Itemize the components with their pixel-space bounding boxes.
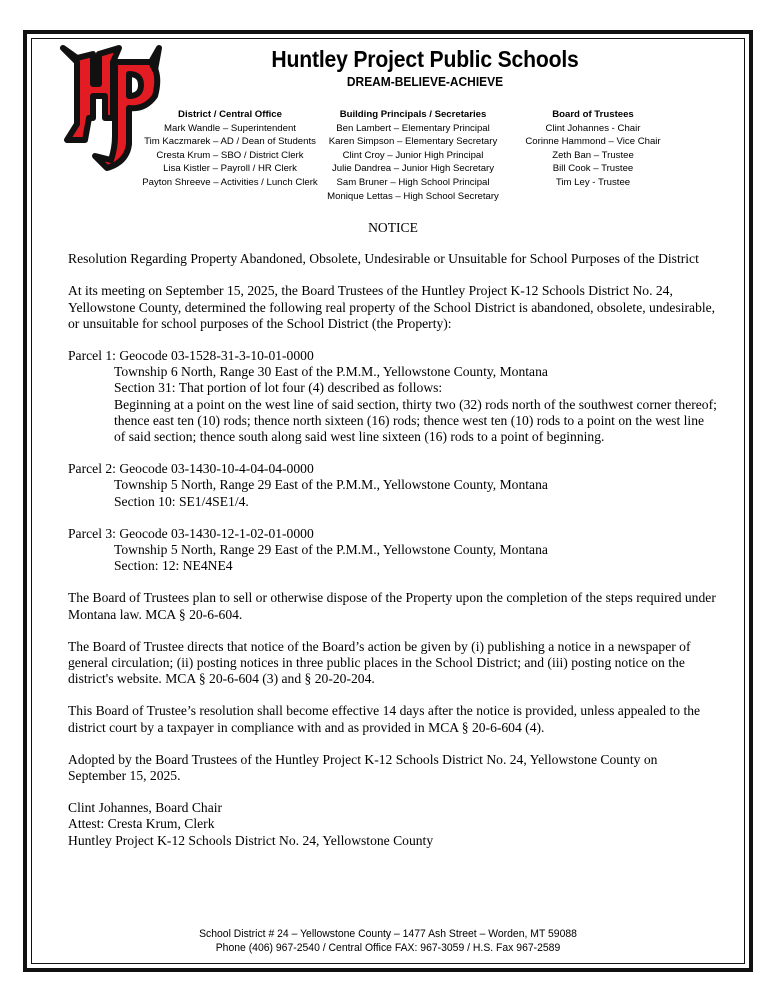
staff-entry: Clint Croy – Junior High Principal — [342, 149, 484, 161]
staff-entry: Zeth Ban – Trustee — [552, 149, 634, 161]
staff-entry: Monique Lettas – High School Secretary — [327, 190, 499, 202]
signature-block — [68, 800, 718, 849]
parcel-3 — [68, 526, 718, 575]
notice-intro: At its meeting on September 15, 2025, the Board Trustees of the Huntley Project K-12 Schools District No. 24, Yellowstone County, determined the following real property of the School District is abandoned, obsolete, undesirable, or unsuitable for school purposes of the School District (the Property): — [68, 283, 716, 331]
parcel-line: Beginning at a point on the west line of said section, thirty two (32) rods north of the southwest corner thereof; thence east ten (10) rods; thence north sixteen (16) rods; thence west ten (10) rods to a point on the west line of said section; thence south along said west line sixteen (16) rods to a point of beginning. — [114, 396, 717, 445]
parcel-line: Township 5 North, Range 29 East of the P.M.M., Yellowstone County, Montana — [114, 542, 548, 558]
footer-address: School District # 24 – Yellowstone County – 1477 Ash Street – Worden, MT 59088 — [199, 928, 577, 940]
staff-entry: Julie Dandrea – Junior High Secretary — [331, 163, 495, 175]
district-office-heading: District / Central Office — [178, 109, 282, 120]
board-of-trustees-list — [503, 108, 683, 190]
parcel-line: Township 5 North, Range 29 East of the P.M.M., Yellowstone County, Montana — [114, 477, 548, 493]
parcel-2 — [68, 461, 718, 510]
parcel-label: Parcel 3: Geocode 03-1430-12-1-02-01-0000 — [68, 525, 314, 541]
board-of-trustees-heading: Board of Trustees — [552, 109, 634, 120]
staff-entry: Cresta Krum – SBO / District Clerk — [156, 149, 304, 161]
parcel-1 — [68, 348, 718, 445]
notice-title: NOTICE — [368, 220, 418, 235]
notice-body — [68, 220, 718, 865]
parcel-line: Section 10: SE1/4SE1/4. — [114, 493, 249, 509]
staff-entry: Tim Ley - Trustee — [555, 176, 631, 188]
page-footer — [83, 927, 693, 955]
notice-directs: The Board of Trustee directs that notice of the Board’s action be given by (i) publishing a notice in a newspaper of general circulation; (ii) posting notices in three public places in the School District; and (iii) posting notice on the district's website. MCA § 20-6-604 (3) and § 20-20-204. — [68, 638, 691, 687]
signature-line: Attest: Cresta Krum, Clerk — [68, 816, 215, 832]
parcel-label: Parcel 2: Geocode 03-1430-10-4-04-04-0000 — [68, 461, 314, 477]
parcel-line: Section: 12: NE4NE4 — [114, 558, 233, 574]
building-principals-list — [323, 108, 503, 203]
staff-entry: Karen Simpson – Elementary Secretary — [328, 136, 498, 148]
staff-entry: Lisa Kistler – Payroll / HR Clerk — [163, 163, 297, 175]
parcel-line: Section 31: That portion of lot four (4) described as follows: — [114, 380, 443, 396]
district-office-list — [140, 108, 320, 190]
signature-line: Huntley Project K-12 Schools District No. 24, Yellowstone County — [68, 832, 434, 848]
building-principals-heading: Building Principals / Secretaries — [339, 109, 487, 120]
staff-entry: Bill Cook – Trustee — [552, 163, 634, 175]
footer-phone: Phone (406) 967-2540 / Central Office FAX: 967-3059 / H.S. Fax 967-2589 — [215, 942, 561, 954]
staff-entry: Payton Shreeve – Activities / Lunch Clerk — [142, 176, 318, 188]
staff-entry: Corinne Hammond – Vice Chair — [525, 136, 661, 148]
staff-entry: Clint Johannes - Chair — [545, 122, 641, 134]
school-motto: DREAM-BELIEVE-ACHIEVE — [346, 74, 504, 89]
signature-line: Clint Johannes, Board Chair — [68, 800, 223, 816]
staff-entry: Tim Kaczmarek – AD / Dean of Students — [144, 136, 316, 148]
staff-entry: Mark Wandle – Superintendent — [164, 122, 296, 134]
staff-entry: Ben Lambert – Elementary Principal — [336, 122, 490, 134]
notice-plan: The Board of Trustees plan to sell or otherwise dispose of the Property upon the completion of the steps required under Montana law. MCA § 20-6-604. — [68, 590, 716, 622]
school-name: Huntley Project Public Schools — [271, 46, 579, 72]
notice-adopted: Adopted by the Board Trustees of the Huntley Project K-12 Schools District No. 24, Yellowstone County on September 15, 2025. — [68, 751, 658, 784]
parcel-label: Parcel 1: Geocode 03-1528-31-3-10-01-0000 — [68, 348, 314, 364]
notice-effective: This Board of Trustee’s resolution shall become effective 14 days after the notice is provided, unless appealed to the district court by a taxpayer in compliance with and as provided in MCA § 20-6-604 (4). — [68, 703, 701, 735]
staff-entry: Sam Bruner – High School Principal — [336, 176, 490, 188]
notice-heading: Resolution Regarding Property Abandoned, Obsolete, Undesirable or Unsuitable for School Purposes of the District — [68, 251, 699, 267]
parcel-line: Township 6 North, Range 30 East of the P.M.M., Yellowstone County, Montana — [114, 364, 548, 380]
